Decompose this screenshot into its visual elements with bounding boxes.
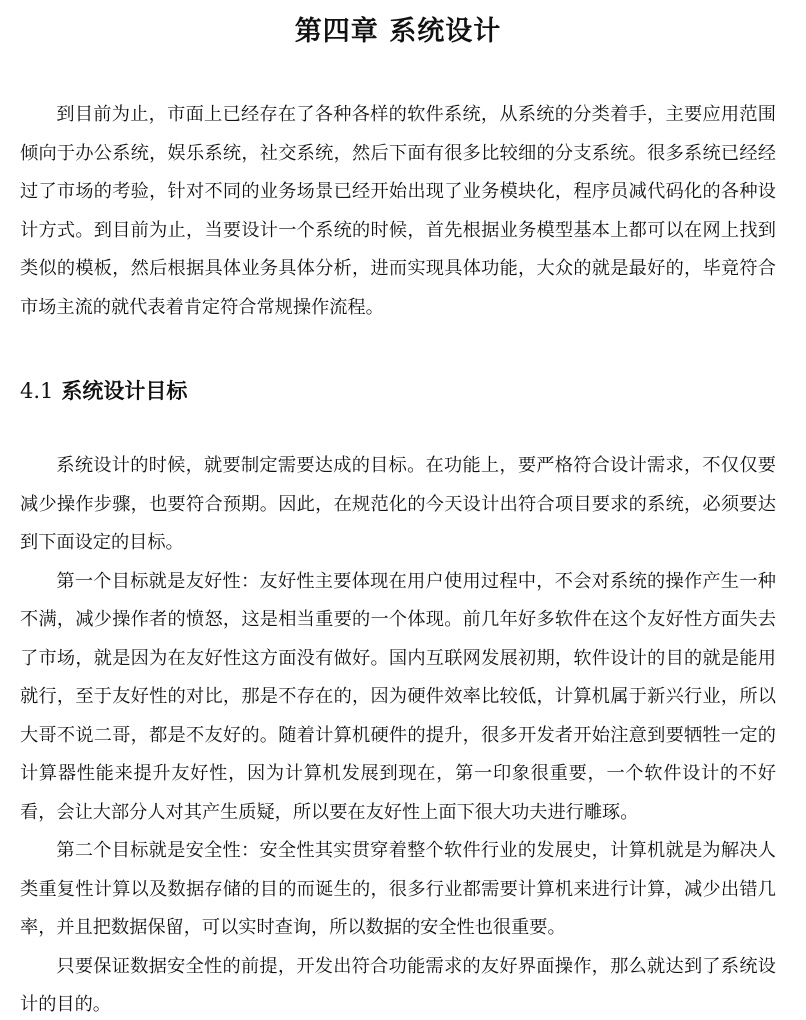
section-number: 4.1 bbox=[20, 379, 54, 403]
intro-paragraph: 到目前为止，市面上已经存在了各种各样的软件系统，从系统的分类着手，主要应用范围倾向于办公系统，娱乐系统，社交系统，然后下面有很多比较细的分支系统。很多系统已经经过了市场的考验，针对不同的业务场景已经开始出现了业务模块化，程序员减代码化的各种设计方式。到目前为止，当要设计一个系统的时候，首先根据业务模型基本上都可以在网上找到类似的模板，然后根据具体业务具体分析，进而实现具体功能，大众的就是最好的，毕竟符合市场主流的就代表着肯定符合常规操作流程。 bbox=[20, 104, 776, 318]
section-paragraph-friendliness: 第一个目标就是友好性：友好性主要体现在用户使用过程中，不会对系统的操作产生一种不满，减少操作者的愤怒，这是相当重要的一个体现。前几年好多软件在这个友好性方面失去了市场，就是因为在友好性这方面没有做好。国内互联网发展初期，软件设计的目的就是能用就行，至于友好性的对比，那是不存在的，因为硬件效率比较低，计算机属于新兴行业，所以大哥不说二哥，都是不友好的。随着计算机硬件的提升，很多开发者开始注意到要牺牲一定的计算器性能来提升友好性，因为计算机发展到现在，第一印象很重要，一个软件设计的不好看，会让大部分人对其产生质疑，所以要在友好性上面下很大功夫进行雕琢。 bbox=[20, 570, 776, 823]
document-page bbox=[20, 0, 776, 1020]
chapter-title: 第四章 系统设计 bbox=[294, 16, 502, 47]
section-title-text: 系统设计目标 bbox=[61, 379, 188, 403]
section-paragraph-conclusion: 只要保证数据安全性的前提，开发出符合功能需求的友好界面操作，那么就达到了系统设计的目的。 bbox=[20, 955, 776, 1015]
section-paragraph-goals: 系统设计的时候，就要制定需要达成的目标。在功能上，要严格符合设计需求，不仅仅要减少操作步骤，也要符合预期。因此，在规范化的今天设计出符合项目要求的系统，必须要达到下面设定的目标。 bbox=[20, 455, 776, 553]
section-paragraph-security: 第二个目标就是安全性：安全性其实贯穿着整个软件行业的发展史，计算机就是为解决人类重复性计算以及数据存储的目的而诞生的，很多行业都需要计算机来进行计算，减少出错几率，并且把数据保留，可以实时查询，所以数据的安全性也很重要。 bbox=[20, 840, 776, 938]
section-heading-4-1 bbox=[20, 371, 776, 411]
